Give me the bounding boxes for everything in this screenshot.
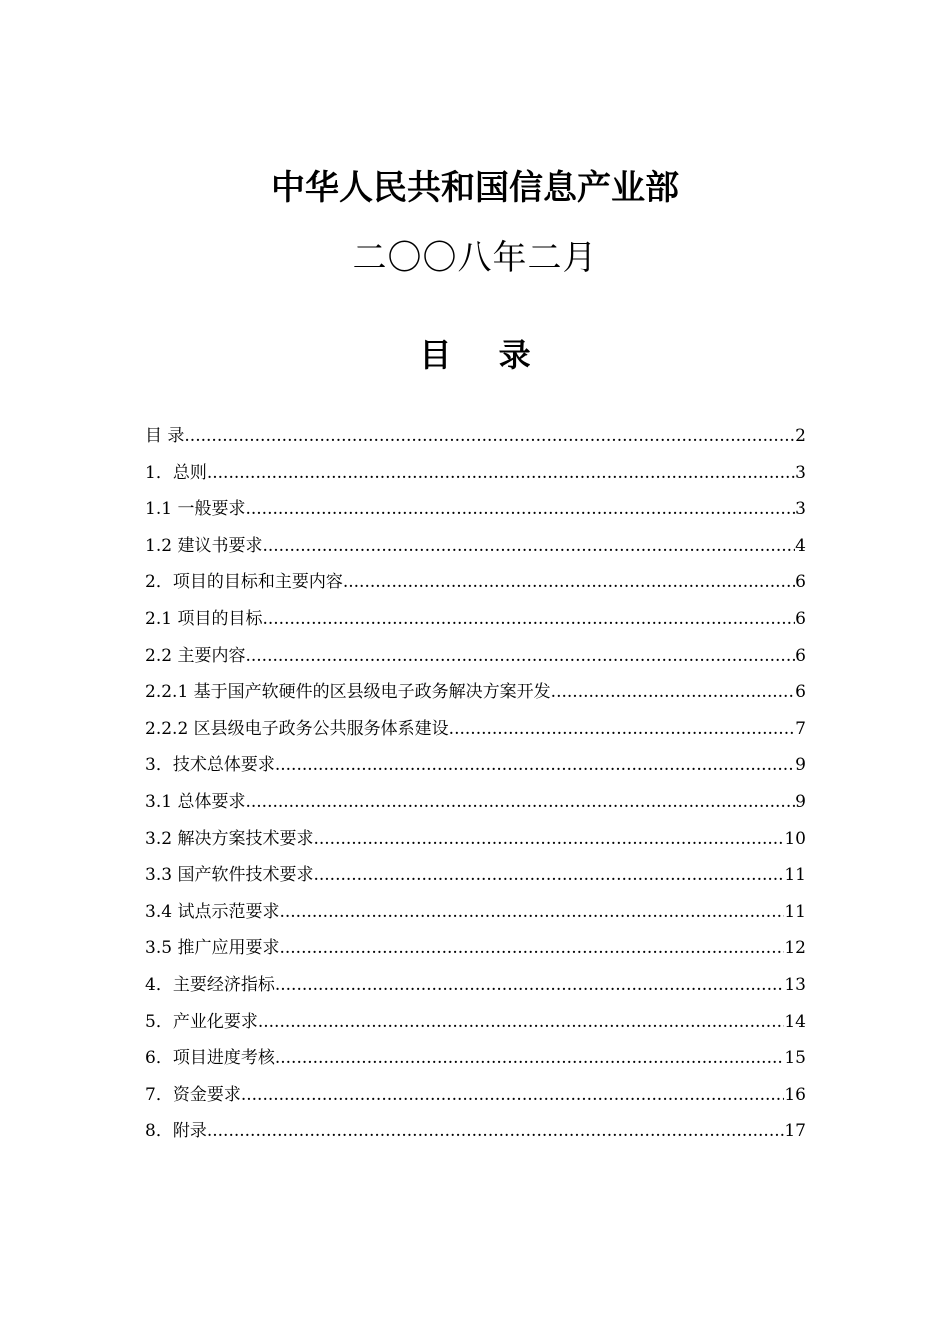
toc-entry[interactable] [145,606,806,643]
dot-leader [258,1009,785,1035]
toc-entry[interactable] [145,569,806,606]
toc-entry-label: 1.1 一般要求 [145,499,246,520]
toc-entry-page: 4 [795,535,806,556]
dot-leader [184,423,795,449]
toc-entry-label: 6．项目进度考核 [145,1048,275,1069]
toc-entry-label: 1.2 建议书要求 [145,535,263,556]
dot-leader [262,606,795,632]
toc-entry-page: 9 [795,755,806,776]
toc-entry[interactable] [145,826,806,863]
dot-leader [279,899,784,925]
toc-entry[interactable] [145,716,806,753]
toc-entry[interactable] [145,679,806,716]
issuing-organization: 中华人民共和国信息产业部 [271,168,679,208]
table-of-contents [145,423,806,1155]
toc-entry-page: 11 [784,901,806,922]
toc-entry-label: 2.1 项目的目标 [145,608,263,629]
dot-leader [207,1118,785,1144]
toc-entry-page: 16 [784,1084,806,1105]
toc-entry-label: 3.2 解决方案技术要求 [145,828,314,849]
toc-entry-page: 13 [784,974,806,995]
toc-entry-page: 3 [795,499,806,520]
dot-leader [551,679,796,705]
toc-entry[interactable] [145,972,806,1009]
toc-entry-page: 9 [795,791,806,812]
toc-entry-label: 3.4 试点示范要求 [145,901,280,922]
dot-leader [449,716,796,742]
dot-leader [343,569,795,595]
toc-entry-page: 10 [784,828,806,849]
toc-entry-page: 2 [795,426,806,446]
toc-entry-label: 2.2 主要内容 [145,645,246,666]
toc-entry[interactable] [145,533,806,570]
dot-leader [245,643,795,669]
toc-entry[interactable] [145,1082,806,1119]
toc-entry-page: 6 [795,572,806,593]
dot-leader [279,935,784,961]
dot-leader [262,533,795,559]
toc-entry[interactable] [145,789,806,826]
dot-leader [207,460,795,486]
toc-entry-label: 3.1 总体要求 [145,791,246,812]
toc-title: 目 录 [419,336,549,374]
toc-entry-label: 4．主要经济指标 [145,974,275,995]
toc-entry-label: 5．产业化要求 [145,1011,258,1032]
dot-leader [313,826,784,852]
toc-entry-label: 2.2.1 基于国产软硬件的区县级电子政务解决方案开发 [145,682,551,703]
toc-entry-label: 3.5 推广应用要求 [145,938,280,959]
issue-date: 二〇〇八年二月 [352,238,598,278]
dot-leader [275,972,785,998]
toc-entry-page: 7 [795,718,806,739]
toc-entry[interactable] [145,643,806,680]
toc-entry[interactable] [145,1118,806,1155]
dot-leader [275,1045,785,1071]
toc-entry[interactable] [145,862,806,899]
dot-leader [245,789,795,815]
toc-entry[interactable] [145,1045,806,1082]
toc-entry-label: 目 录 [145,426,185,446]
toc-entry-label: 7．资金要求 [145,1084,241,1105]
toc-entry-page: 11 [784,865,806,886]
toc-entry-page: 15 [784,1048,806,1069]
toc-entry[interactable] [145,752,806,789]
toc-entry-label: 3．技术总体要求 [145,755,275,776]
toc-entry[interactable] [145,460,806,497]
toc-entry-page: 6 [795,645,806,666]
dot-leader [241,1082,785,1108]
toc-entry-page: 3 [795,462,806,483]
dot-leader [245,496,795,522]
toc-entry[interactable] [145,496,806,533]
toc-entry[interactable] [145,935,806,972]
toc-entry-label: 3.3 国产软件技术要求 [145,865,314,886]
toc-entry-page: 6 [795,608,806,629]
toc-entry-page: 14 [784,1011,806,1032]
toc-entry-label: 2.2.2 区县级电子政务公共服务体系建设 [145,718,449,739]
toc-entry-label: 1．总则 [145,462,207,483]
toc-entry-label: 2．项目的目标和主要内容 [145,572,343,593]
toc-entry-page: 6 [795,682,806,703]
toc-entry[interactable] [145,1009,806,1046]
dot-leader [313,862,784,888]
dot-leader [275,752,795,778]
toc-entry-label: 8．附录 [145,1121,207,1142]
toc-entry[interactable] [145,423,806,460]
toc-entry-page: 17 [784,1121,806,1142]
toc-entry[interactable] [145,899,806,936]
toc-entry-page: 12 [784,938,806,959]
